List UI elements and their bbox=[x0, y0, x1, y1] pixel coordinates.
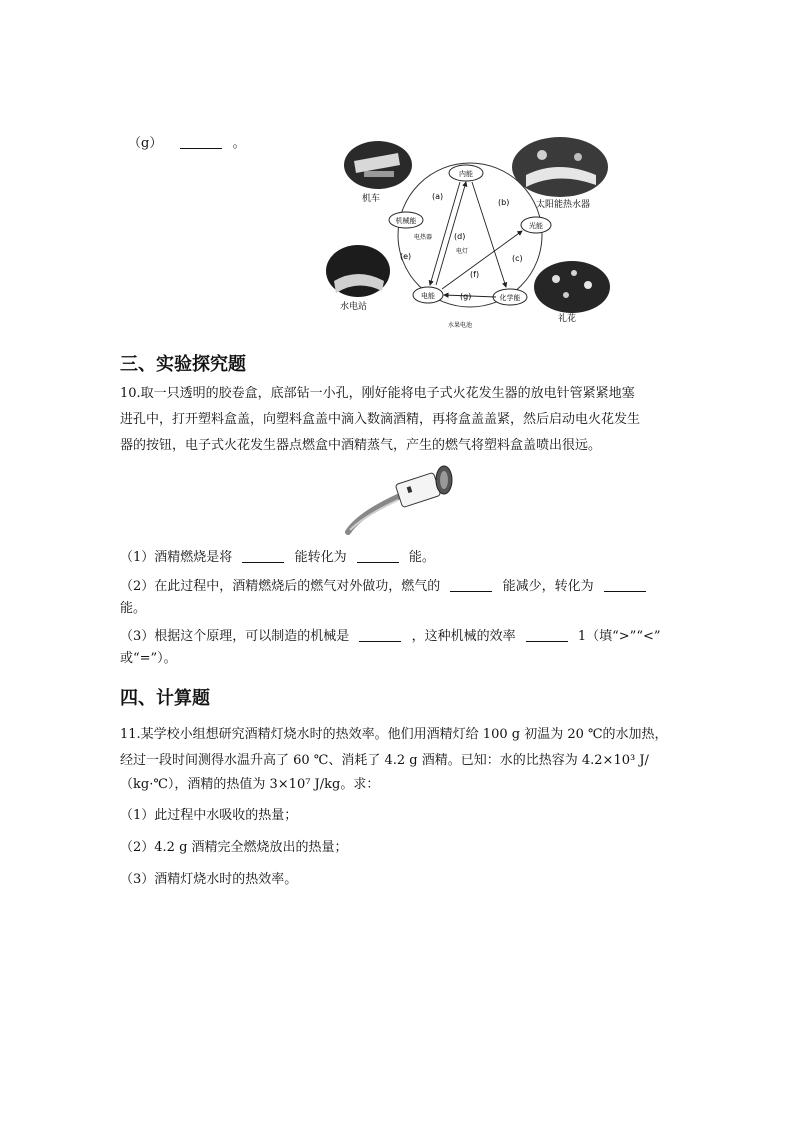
node-internal-energy bbox=[449, 165, 483, 181]
q11-line-1: 11.某学校小组想研究酒精灯烧水时的热效率。他们用酒精灯给 100 g 初温为 20 ℃的水加热， bbox=[120, 727, 668, 742]
arrow-label-f: (f) bbox=[470, 270, 480, 279]
node-electric-energy bbox=[413, 287, 443, 303]
q11-sub-2: （2）4.2 g 酒精完全燃烧放出的热量； bbox=[120, 840, 348, 855]
g-suffix: 。 bbox=[232, 136, 246, 151]
arrow-label-b: (b) bbox=[498, 198, 510, 207]
q11-sub-1: （1）此过程中水吸收的热量； bbox=[120, 808, 298, 823]
answer-blank-2a[interactable] bbox=[450, 577, 492, 592]
device-battery: 水果电池 bbox=[448, 322, 473, 329]
q10-line-3: 器的按钮，电子式火花发生器点燃盒中酒精蒸气，产生的燃气将塑料盒盖喷出很远。 bbox=[120, 438, 602, 453]
q10-sub-3-cont: 或“=”）。 bbox=[120, 651, 177, 666]
section-4-title: 四、计算题 bbox=[120, 688, 210, 709]
experiment-figure bbox=[340, 460, 470, 540]
arrow-label-g: (g) bbox=[460, 292, 472, 301]
svg-text:光能: 光能 bbox=[529, 222, 543, 230]
energy-conversion-diagram bbox=[320, 135, 620, 335]
answer-blank-2b[interactable] bbox=[604, 577, 646, 592]
photo-label-locomotive: 机车 bbox=[362, 194, 381, 204]
svg-text:机械能: 机械能 bbox=[395, 217, 417, 225]
answer-blank-3b[interactable] bbox=[526, 627, 568, 642]
q10-sub-2-cont: 能。 bbox=[120, 601, 147, 616]
svg-text:电能: 电能 bbox=[421, 292, 435, 300]
section-3-title: 三、实验探究题 bbox=[120, 354, 246, 375]
svg-text:内能: 内能 bbox=[459, 170, 473, 178]
photo-label-hydro-station: 水电站 bbox=[340, 302, 368, 312]
answer-blank[interactable] bbox=[180, 134, 222, 149]
arrow-label-e: (e) bbox=[400, 252, 412, 261]
photo-label-solar-heater: 太阳能热水器 bbox=[536, 200, 591, 210]
photo-label-fireworks: 礼花 bbox=[558, 314, 577, 324]
device-lamp: 电灯 bbox=[456, 248, 469, 255]
hydro-station-photo bbox=[326, 245, 390, 297]
q10-line-2: 进孔中，打开塑料盒盖，向塑料盒盖中滴入数滴酒精，再将盒盖盖紧，然后启动电火花发生 bbox=[120, 412, 641, 427]
arrow-label-c: (c) bbox=[512, 254, 523, 263]
g-label: （g） bbox=[128, 136, 163, 151]
locomotive-photo bbox=[344, 141, 412, 189]
g-answer-line bbox=[128, 134, 246, 154]
node-chemical-energy bbox=[493, 289, 527, 305]
q11-sub-3: （3）酒精灯烧水时的热效率。 bbox=[120, 872, 298, 887]
fireworks-photo bbox=[534, 261, 610, 313]
answer-blank-1a[interactable] bbox=[242, 548, 284, 563]
q11-line-3: （kg·℃），酒精的热值为 3×10⁷ J/kg。求： bbox=[120, 777, 380, 792]
q10-sub-3: （3）根据这个原理，可以制造的机械是 ，这种机械的效率 1（填“>”“<” bbox=[120, 629, 661, 644]
q10-sub-2: （2）在此过程中，酒精燃烧后的燃气对外做功，燃气的 能减少，转化为 bbox=[120, 577, 652, 597]
node-mechanical-energy bbox=[389, 212, 423, 228]
answer-blank-1b[interactable] bbox=[357, 548, 399, 563]
q10-sub-1: （1）酒精燃烧是将 能转化为 能。 bbox=[120, 550, 435, 565]
device-heater: 电热器 bbox=[414, 234, 433, 241]
node-light-energy bbox=[521, 217, 551, 233]
answer-blank-3a[interactable] bbox=[359, 627, 401, 642]
solar-heater-photo bbox=[512, 137, 608, 197]
svg-text:化学能: 化学能 bbox=[499, 294, 521, 302]
q10-line-1: 10.取一只透明的胶卷盒，底部钻一小孔，刚好能将电子式火花发生器的放电针管紧紧地塞 bbox=[120, 386, 635, 401]
arrow-label-a: (a) bbox=[432, 192, 444, 201]
arrow-label-d: (d) bbox=[454, 232, 466, 241]
q11-line-2: 经过一段时间测得水温升高了 60 ℃、消耗了 4.2 g 酒精。已知：水的比热容为 4.2×10³ J/ bbox=[120, 753, 649, 768]
